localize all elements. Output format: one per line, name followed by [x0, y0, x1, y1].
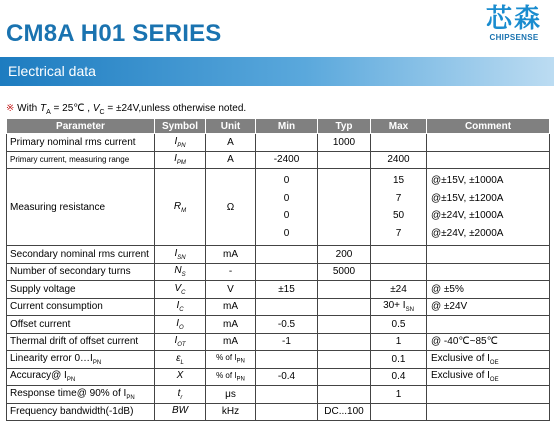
typ-cell: DC...100	[318, 403, 371, 421]
min-cell	[256, 403, 318, 421]
unit-cell: % of $I_{PN}$	[206, 351, 256, 369]
comment-cell	[427, 386, 550, 404]
unit-cell: A	[206, 151, 256, 169]
unit-cell: mA	[206, 298, 256, 316]
comment-cell: Exclusive of $I_{OE}$	[427, 368, 550, 386]
symbol-cell: $R_M$	[155, 169, 206, 246]
symbol-cell: $I_{OT}$	[155, 333, 206, 351]
max-cell	[371, 134, 427, 152]
typ-cell: 200	[318, 246, 371, 264]
min-cell	[256, 298, 318, 316]
header-comment: Comment	[427, 119, 550, 134]
table-row	[7, 281, 550, 299]
table-header-row	[7, 119, 550, 134]
min-cell	[256, 263, 318, 281]
symbol-cell: $t_r$	[155, 386, 206, 404]
section-title: Electrical data	[8, 63, 96, 79]
param-cell: Offset current	[7, 316, 155, 334]
header-max: Max	[371, 119, 427, 134]
header-unit: Unit	[206, 119, 256, 134]
min-cell: -1	[256, 333, 318, 351]
comment-cell	[427, 151, 550, 169]
table-row	[7, 169, 550, 246]
param-cell: Linearity error $0\dots I_{PN}$	[7, 351, 155, 369]
param-cell: Primary current, measuring range	[7, 151, 155, 169]
param-cell: Frequency bandwidth(-1dB)	[7, 403, 155, 421]
param-cell: Current consumption	[7, 298, 155, 316]
page-title: CM8A H01 SERIES	[6, 20, 222, 47]
typ-cell	[318, 351, 371, 369]
typ-cell	[318, 281, 371, 299]
max-cell: 2400	[371, 151, 427, 169]
table-row	[7, 246, 550, 264]
min-cell: -2400	[256, 151, 318, 169]
param-cell: Secondary nominal rms current	[7, 246, 155, 264]
unit-cell: mA	[206, 316, 256, 334]
typ-cell: 5000	[318, 263, 371, 281]
unit-cell: Ω	[206, 169, 256, 246]
max-cell: 0.1	[371, 351, 427, 369]
electrical-data-table	[6, 118, 550, 421]
min-cell	[256, 386, 318, 404]
max-cell: $30+ I_{SN}$	[371, 298, 427, 316]
symbol-cell: $I_{SN}$	[155, 246, 206, 264]
section-banner	[0, 57, 554, 86]
symbol-cell: $I_O$	[155, 316, 206, 334]
typ-cell: 1000	[318, 134, 371, 152]
comment-cell	[427, 316, 550, 334]
typ-cell	[318, 368, 371, 386]
table-row	[7, 263, 550, 281]
symbol-cell: $N_S$	[155, 263, 206, 281]
unit-cell: μs	[206, 386, 256, 404]
max-cell: 0.4	[371, 368, 427, 386]
min-cell	[256, 351, 318, 369]
max-cell: 0.5	[371, 316, 427, 334]
min-cell	[256, 246, 318, 264]
max-cell: 1	[371, 386, 427, 404]
table-row	[7, 151, 550, 169]
comment-cell: @±15V, ±1000A @±15V, ±1200A @±24V, ±1000A @±24V, ±2000A	[427, 169, 550, 246]
typ-cell	[318, 316, 371, 334]
comment-cell	[427, 134, 550, 152]
param-cell: Number of secondary turns	[7, 263, 155, 281]
table-row	[7, 351, 550, 369]
unit-cell: kHz	[206, 403, 256, 421]
typ-cell	[318, 298, 371, 316]
table-row	[7, 386, 550, 404]
symbol-cell: BW	[155, 403, 206, 421]
header-symbol: Symbol	[155, 119, 206, 134]
symbol-cell: $I_{PN}$	[155, 134, 206, 152]
param-cell: Measuring resistance	[7, 169, 155, 246]
min-cell: 0 0 0 0	[256, 169, 318, 246]
max-cell	[371, 403, 427, 421]
comment-cell	[427, 246, 550, 264]
comment-cell	[427, 263, 550, 281]
min-cell: -0.5	[256, 316, 318, 334]
symbol-cell: $\varepsilon_L$	[155, 351, 206, 369]
param-cell: Thermal drift of offset current	[7, 333, 155, 351]
min-cell: -0.4	[256, 368, 318, 386]
unit-cell: mA	[206, 246, 256, 264]
typ-cell	[318, 386, 371, 404]
comment-cell	[427, 403, 550, 421]
header-typ: Typ	[318, 119, 371, 134]
unit-cell: % of $I_{PN}$	[206, 368, 256, 386]
max-cell: ±24	[371, 281, 427, 299]
param-cell: Accuracy@ $I_{PN}$	[7, 368, 155, 386]
unit-cell: A	[206, 134, 256, 152]
param-cell: Supply voltage	[7, 281, 155, 299]
logo-english-text: CHIPSENSE	[489, 33, 539, 42]
unit-cell: mA	[206, 333, 256, 351]
table-row	[7, 134, 550, 152]
comment-cell: @ -40℃~85℃	[427, 333, 550, 351]
unit-cell: -	[206, 263, 256, 281]
table-row	[7, 403, 550, 421]
typ-cell	[318, 333, 371, 351]
reference-mark-icon: ※	[6, 103, 15, 114]
table-row	[7, 333, 550, 351]
max-cell: 15 7 50 7	[371, 169, 427, 246]
typ-cell	[318, 151, 371, 169]
table-row	[7, 316, 550, 334]
header-parameter: Parameter	[7, 119, 155, 134]
max-cell: 1	[371, 333, 427, 351]
symbol-cell: X	[155, 368, 206, 386]
table-row	[7, 368, 550, 386]
symbol-cell: $I_C$	[155, 298, 206, 316]
unit-cell: V	[206, 281, 256, 299]
logo-chinese-text: 芯森	[485, 3, 542, 33]
param-cell: Primary nominal rms current	[7, 134, 155, 152]
chipsense-logo	[478, 4, 550, 48]
comment-cell: @ ±5%	[427, 281, 550, 299]
typ-cell	[318, 169, 371, 246]
max-cell	[371, 246, 427, 264]
comment-cell: @ ±24V	[427, 298, 550, 316]
comment-cell: Exclusive of $I_{OE}$	[427, 351, 550, 369]
symbol-cell: $I_{PM}$	[155, 151, 206, 169]
min-cell: ±15	[256, 281, 318, 299]
param-cell: Response time@ 90% of $I_{PN}$	[7, 386, 155, 404]
header-min: Min	[256, 119, 318, 134]
conditions-note: ※ With $T_A$ = 25℃ , $V_C$ = ±24V,unless otherwise noted.	[6, 103, 247, 116]
table-row	[7, 298, 550, 316]
symbol-cell: $V_C$	[155, 281, 206, 299]
max-cell	[371, 263, 427, 281]
min-cell	[256, 134, 318, 152]
